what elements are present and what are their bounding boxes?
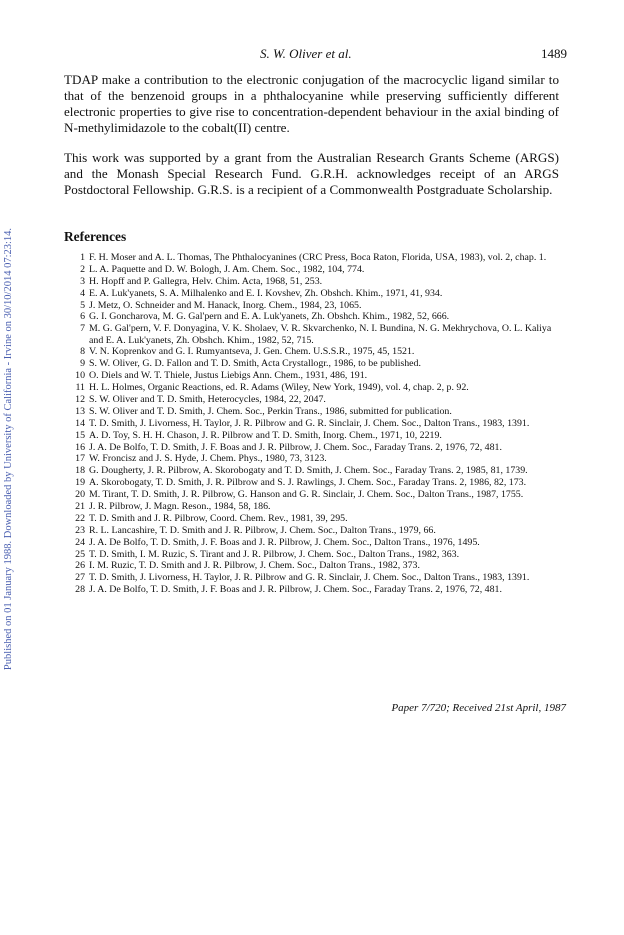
references-list	[74, 252, 559, 596]
reference-text: E. A. Luk'yanets, S. A. Milhalenko and E. I. Kovshev, Zh. Obshch. Khim., 1971, 41, 934.	[89, 287, 443, 299]
reference-number: 11	[75, 382, 85, 394]
reference-number: 17	[75, 453, 85, 465]
body-paragraph-acknowledgements: This work was supported by a grant from the Australian Research Grants Scheme (ARGS) and the Monash Special Research Fund. G.R.H. acknowledges receipt of an ARGS Postdoctoral Fellowship. G.R.S. is a recipient of a Commonwealth Postgraduate Scholarship.	[64, 150, 559, 197]
reference-item	[74, 549, 559, 560]
reference-number: 14	[75, 417, 85, 429]
reference-item	[74, 276, 559, 287]
reference-text: A. Skorobogaty, T. D. Smith, J. R. Pilbrow and S. J. Rawlings, J. Chem. Soc., Faraday Trans. 2, 1986, 82, 173.	[89, 477, 527, 489]
reference-number: 10	[75, 370, 85, 382]
reference-text: J. A. De Bolfo, T. D. Smith, J. F. Boas and J. R. Pilbrow, J. Chem. Soc., Faraday Trans. 2, 1976, 72, 481.	[89, 441, 502, 453]
reference-item	[74, 477, 559, 488]
reference-number: 27	[75, 572, 85, 584]
reference-text: T. D. Smith, J. Livorness, H. Taylor, J. R. Pilbrow and G. R. Sinclair, J. Chem. Soc., Dalton Trans., 1983, 1391.	[89, 417, 530, 429]
reference-text: H. Hopff and P. Gallegra, Helv. Chim. Acta, 1968, 51, 253.	[89, 275, 323, 287]
reference-text: I. M. Ruzic, T. D. Smith and J. R. Pilbrow, J. Chem. Soc., Dalton Trans., 1982, 373.	[89, 560, 420, 572]
reference-number: 15	[75, 429, 85, 441]
reference-text: S. W. Oliver and T. D. Smith, Heterocycles, 1984, 22, 2047.	[89, 394, 326, 405]
reference-item	[74, 300, 559, 311]
reference-number: 8	[80, 346, 85, 358]
reference-item	[74, 525, 559, 536]
reference-text: T. D. Smith, I. M. Ruzic, S. Tirant and J. R. Pilbrow, J. Chem. Soc., Dalton Trans., 1982, 363.	[89, 548, 460, 560]
reference-number: 1	[80, 252, 85, 263]
reference-item	[74, 537, 559, 548]
reference-number: 4	[80, 287, 85, 299]
reference-item	[74, 584, 559, 595]
reference-number: 5	[80, 299, 85, 311]
reference-item	[74, 560, 559, 571]
reference-number: 25	[75, 548, 85, 560]
reference-text: J. R. Pilbrow, J. Magn. Reson., 1984, 58, 186.	[89, 501, 271, 513]
reference-item	[74, 346, 559, 357]
reference-number: 20	[75, 489, 85, 501]
reference-text: G. I. Goncharova, M. G. Gal'pern and E. A. Luk'yanets, Zh. Obshch. Khim., 1982, 52, 666.	[89, 311, 450, 323]
reference-text: V. N. Koprenkov and G. I. Rumyantseva, J. Gen. Chem. U.S.S.R., 1975, 45, 1521.	[89, 346, 415, 358]
reference-text: W. Froncisz and J. S. Hyde, J. Chem. Phys., 1980, 73, 3123.	[89, 453, 327, 465]
reference-item	[74, 252, 559, 263]
reference-item	[74, 406, 559, 417]
reference-item	[74, 442, 559, 453]
body-paragraph-conclusion: TDAP make a contribution to the electronic conjugation of the macrocyclic ligand similar to that of the benzenoid groups in a phthalocyanine while preserving sufficiently different electronic properties to give rise to concentration-dependent behaviour in the axial binding of N-methylimidazole to the cobalt(II) centre.	[64, 72, 559, 135]
reference-text: H. L. Holmes, Organic Reactions, ed. R. Adams (Wiley, New York, 1949), vol. 4, chap. 2, p. 92.	[89, 382, 469, 394]
reference-number: 19	[75, 477, 85, 489]
reference-number: 9	[80, 358, 85, 370]
reference-text: S. W. Oliver and T. D. Smith, J. Chem. Soc., Perkin Trans., 1986, submitted for publication.	[89, 405, 452, 417]
paper-received-note: Paper 7/720; Received 21st April, 1987	[391, 702, 566, 714]
reference-item	[74, 489, 559, 500]
reference-number: 3	[80, 275, 85, 287]
reference-text: J. A. De Bolfo, T. D. Smith, J. F. Boas and J. R. Pilbrow, J. Chem. Soc., Faraday Trans. 2, 1976, 72, 481.	[89, 584, 502, 596]
reference-text: M. G. Gal'pern, V. F. Donyagina, V. K. Sholaev, V. R. Skvarchenko, N. I. Bundina, N. G. Mekhrychova, O. L. Kaliya and E. A. Luk'yanets, Zh. Obshch. Khim., 1982, 52, 715.	[89, 323, 552, 346]
reference-item	[74, 394, 559, 405]
reference-item	[74, 418, 559, 429]
reference-text: O. Diels and W. T. Thiele, Justus Liebigs Ann. Chem., 1931, 486, 191.	[89, 370, 368, 382]
reference-text: A. D. Toy, S. H. H. Chason, J. R. Pilbrow and T. D. Smith, Inorg. Chem., 1971, 10, 2219.	[89, 429, 442, 441]
reference-item	[74, 288, 559, 299]
reference-number: 6	[80, 311, 85, 323]
reference-item	[74, 358, 559, 369]
reference-number: 13	[75, 405, 85, 417]
reference-number: 23	[75, 524, 85, 536]
reference-number: 24	[75, 536, 85, 548]
reference-text: T. D. Smith and J. R. Pilbrow, Coord. Chem. Rev., 1981, 39, 295.	[89, 512, 348, 524]
reference-item	[74, 501, 559, 512]
reference-text: R. L. Lancashire, T. D. Smith and J. R. Pilbrow, J. Chem. Soc., Dalton Trans., 1979, 66.	[89, 524, 436, 536]
reference-number: 28	[75, 584, 85, 596]
reference-item	[74, 264, 559, 275]
reference-number: 21	[75, 501, 85, 513]
reference-number: 22	[75, 512, 85, 524]
reference-text: M. Tirant, T. D. Smith, J. R. Pilbrow, G. Hanson and G. R. Sinclair, J. Chem. Soc., Dalton Trans., 1987, 1755.	[89, 489, 524, 501]
reference-number: 7	[80, 323, 85, 335]
reference-item	[74, 465, 559, 476]
reference-number: 12	[75, 394, 85, 405]
running-header-authors: S. W. Oliver et al.	[260, 46, 352, 61]
reference-text: F. H. Moser and A. L. Thomas, The Phthalocyanines (CRC Press, Boca Raton, Florida, USA, 1983), vol. 2, chap. 1.	[89, 252, 547, 263]
page-number: 1489	[541, 46, 567, 61]
reference-text: J. A. De Bolfo, T. D. Smith, J. F. Boas and J. R. Pilbrow, J. Chem. Soc., Dalton Trans., 1976, 1495.	[89, 536, 480, 548]
reference-item	[74, 513, 559, 524]
side-publication-note: Published on 01 January 1988. Downloaded by University of California - Irvine on 30/10/2014 07:23:14.	[3, 227, 14, 671]
reference-text: G. Dougherty, J. R. Pilbrow, A. Skorobogaty and T. D. Smith, J. Chem. Soc., Faraday Trans. 2, 1985, 81, 1739.	[89, 465, 528, 477]
reference-number: 18	[75, 465, 85, 477]
reference-item	[74, 453, 559, 464]
reference-number: 2	[80, 263, 85, 275]
reference-text: T. D. Smith, J. Livorness, H. Taylor, J. R. Pilbrow and G. R. Sinclair, J. Chem. Soc., Dalton Trans., 1983, 1391.	[89, 572, 530, 584]
reference-item	[74, 430, 559, 441]
references-heading: References	[64, 229, 127, 244]
reference-item	[74, 382, 559, 393]
reference-number: 26	[75, 560, 85, 572]
reference-item	[74, 311, 559, 322]
reference-number: 16	[75, 441, 85, 453]
reference-item	[74, 572, 559, 583]
reference-text: L. A. Paquette and D. W. Bologh, J. Am. Chem. Soc., 1982, 104, 774.	[89, 263, 365, 275]
reference-text: J. Metz, O. Schneider and M. Hanack, Inorg. Chem., 1984, 23, 1065.	[89, 299, 362, 311]
reference-item	[74, 370, 559, 381]
reference-item	[74, 323, 559, 345]
reference-text: S. W. Oliver, G. D. Fallon and T. D. Smith, Acta Crystallogr., 1986, to be published.	[89, 358, 421, 370]
